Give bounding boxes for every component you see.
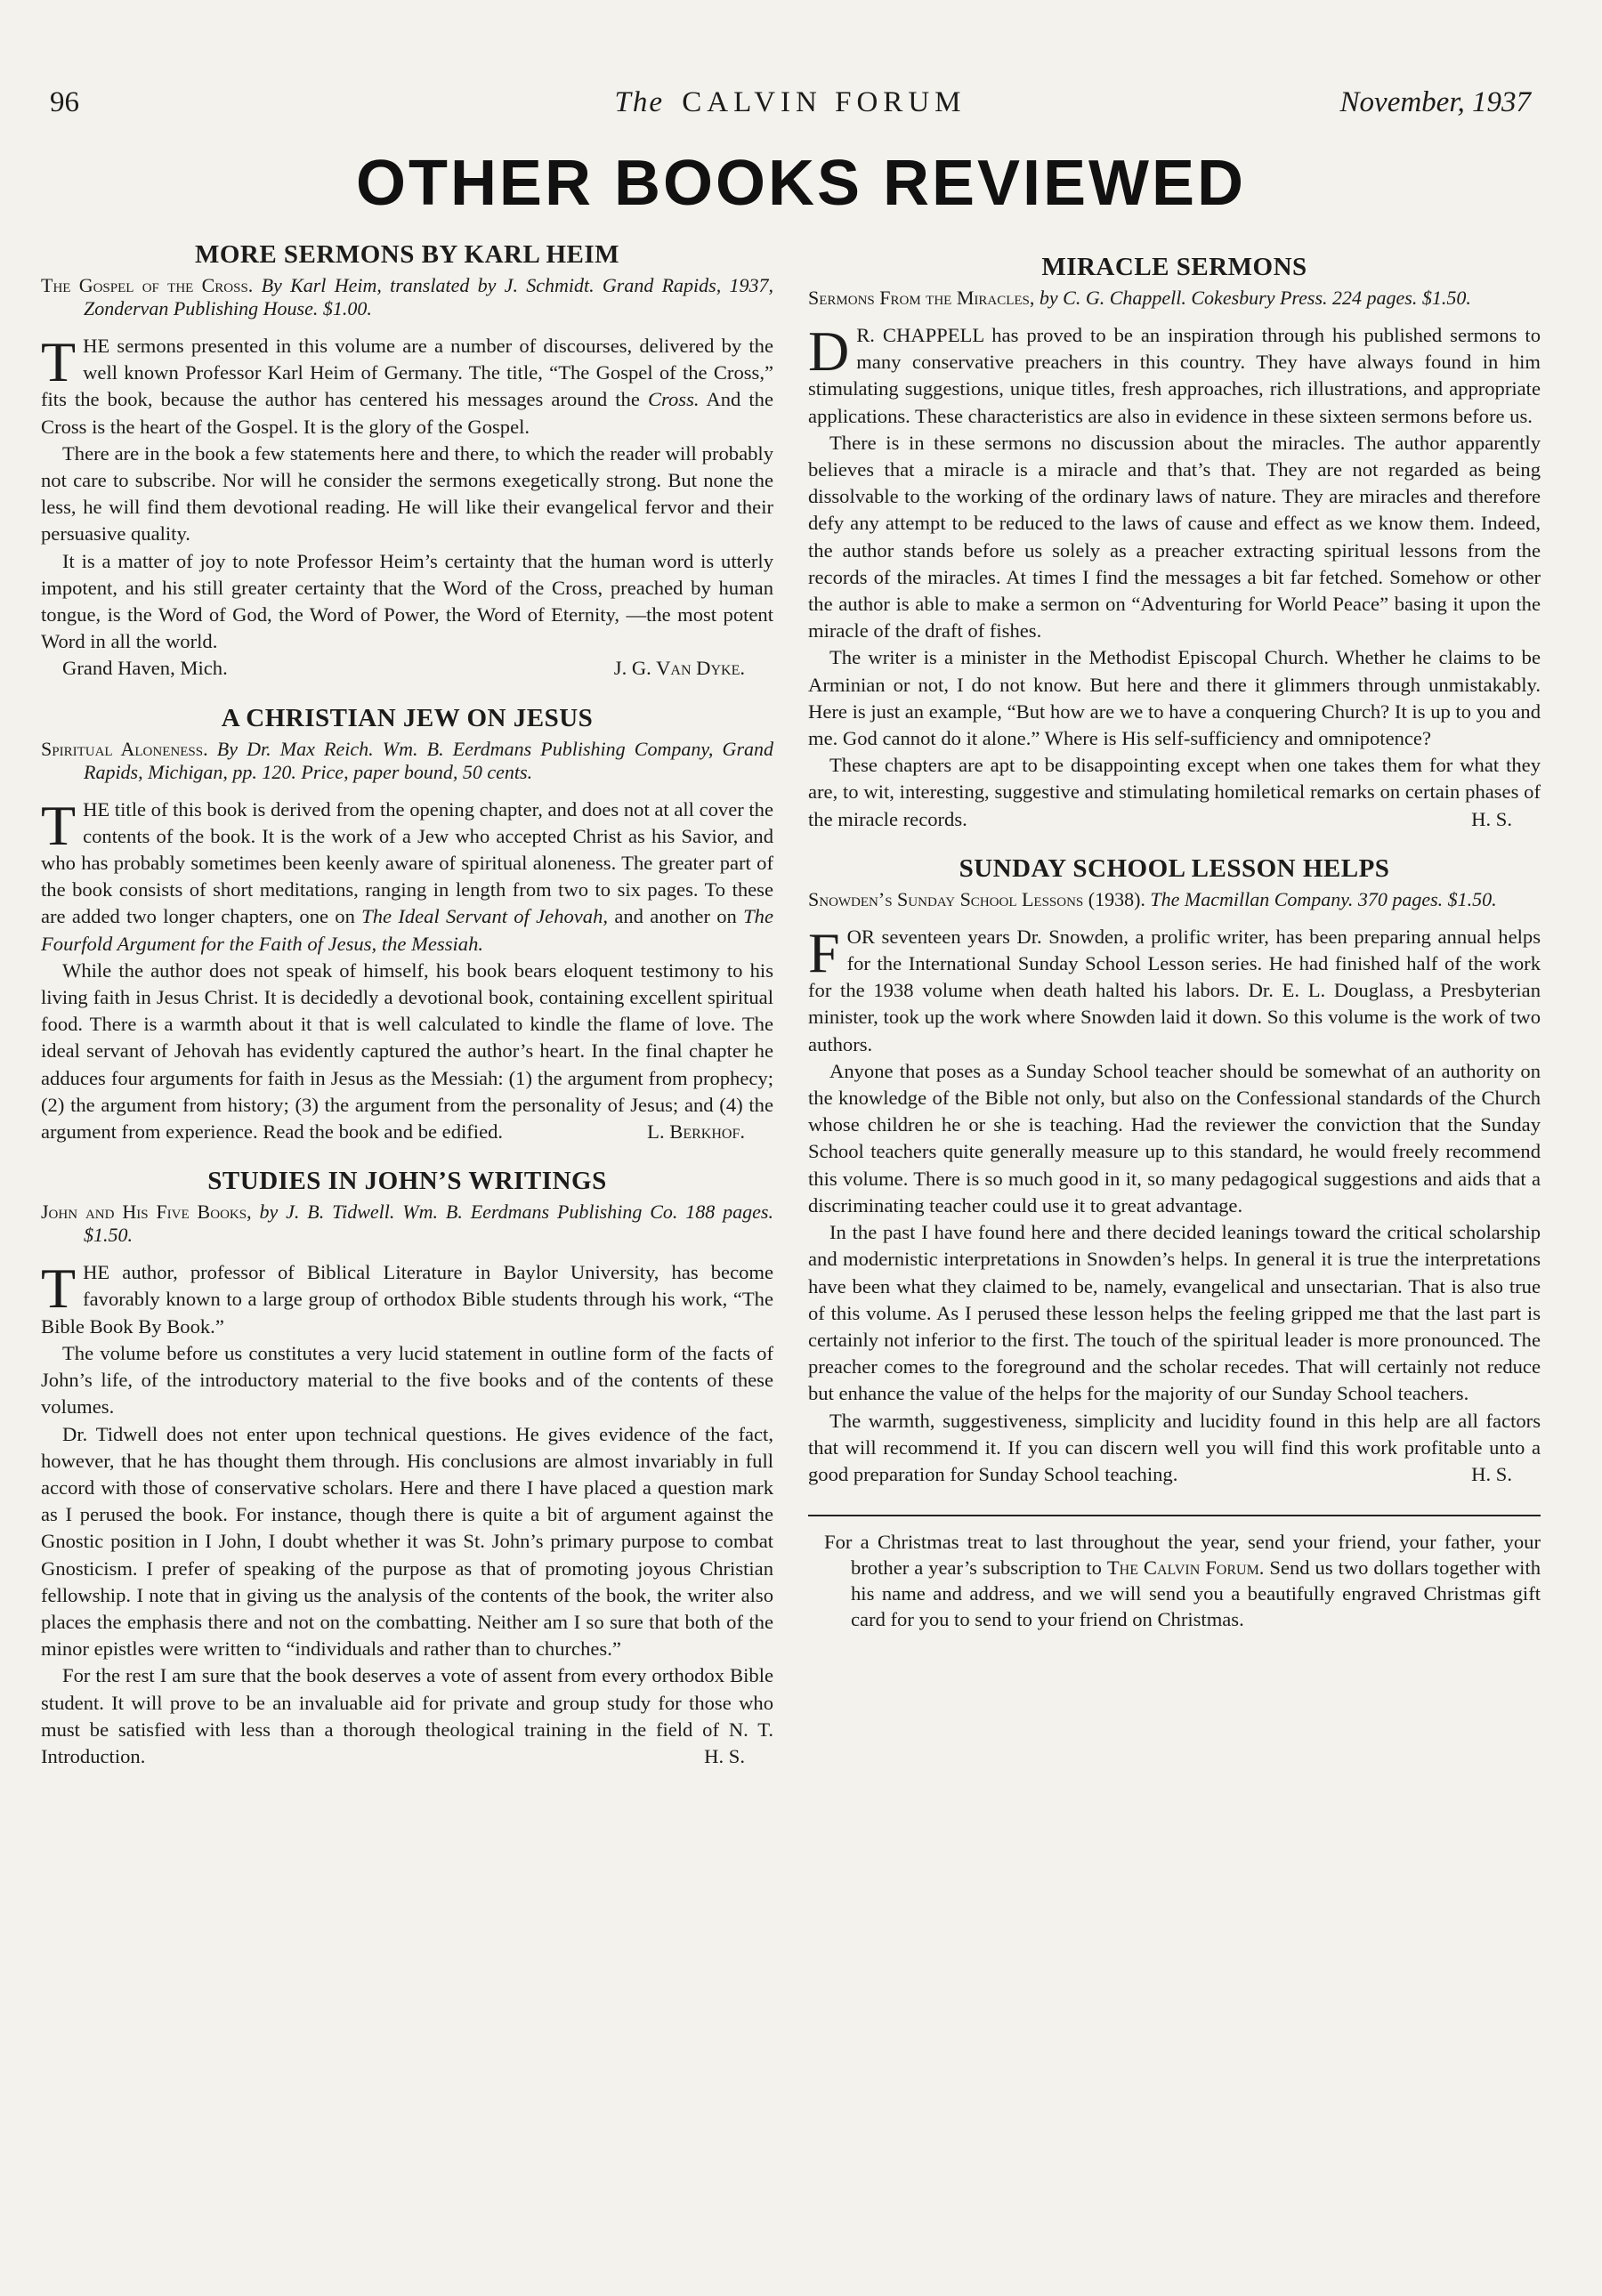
review-heading: MIRACLE SERMONS — [1041, 253, 1307, 281]
review-tidwell — [41, 1165, 773, 1770]
drop-cap: T — [41, 1257, 77, 1321]
review-heading: MORE SERMONS BY KARL HEIM — [194, 240, 620, 269]
review-heading: STUDIES IN JOHN’S WRITINGS — [207, 1167, 607, 1196]
subscription-notice: For a Christmas treat to last throughout the year, send your friend, your father, your brother a year’s subscription to The Calvin Forum. Send us two dollars together with his name and address, and we will send you a beautifully engraved Christmas gift card for you to send to your friend on Christmas. — [824, 1531, 1541, 1631]
review-paragraph: There is in these sermons no discussion about the miracles. The author apparently believes that a miracle is a miracle and that’s that. They are not regarded as being dissolvable to the working of the ordinary laws of nature. They are miracles and therefore defy any attempt to be reduced to the laws of cause and effect as we know them. Indeed, the author stands before us solely as a preacher extracting spiritual lessons from the records of the miracles. At times I find the messages a bit far fetched. Somehow or other the author is able to make a sermon on “Adventuring for World Peace” basing it upon the miracle of the draft of fishes. — [808, 431, 1541, 643]
drop-cap: D — [808, 319, 850, 383]
review-paragraph: Anyone that poses as a Sunday School teacher should be somewhat of an authority on the knowledge of the Bible not only, but also on the Confessional standards of the Church whose children he or she is teaching. Had the reviewer the conviction that the Sunday School teachers quite generally measure up to this standard, he would freely recommend this volume. There is so much good in it, so many pedagogical suggestions and aids that a discriminating teacher could use it to great advantage. — [808, 1059, 1541, 1217]
book-citation: Snowden’s Sunday School Lessons (1938). The Macmillan Company. 370 pages. $1.50. — [808, 887, 1497, 910]
review-paragraph: There are in the book a few statements here and there, to which the reader will probably not care to subscribe. Nor will he consider the sermons exegetically strong. But none the less, he will find them devotional reading. He will like their evangelical fervor and their persuasive quality. — [41, 441, 773, 546]
review-paragraph: Dr. Tidwell does not enter upon technical questions. He gives evidence of the fact, however, that he has thought them through. His conclusions are almost invariably in full accord with those of conservative scholars. Here and there I have placed a question mark as I perused the book. For instance, though there is quite a bit of argument against the Gnostic position in I John, I doubt whether it was St. John’s primary purpose to combat Gnosticism. I prefer of speaking of the purpose as that of promoting joyous Christian fellowship. I note that in giving us the analysis of the contents of the book, the writer also places the emphasis there and not on the combatting. Neither am I so sure that both of the minor epistles were written to “individuals and rather than to churches.” — [41, 1422, 773, 1661]
book-citation: Sermons From the Miracles, by C. G. Chappell. Cokesbury Press. 224 pages. $1.50. — [808, 287, 1471, 309]
review-paragraph: D R. CHAPPELL has proved to be an inspiration through his published sermons to many conservative preachers in this country. They have always found in him stimulating suggestions, unique titles, fresh approaches, rich illustrations, and appropriate applications. These characteristics are also in evidence in these sixteen sermons before us. — [808, 319, 1541, 427]
review-snowden — [808, 853, 1541, 1488]
right-column — [808, 238, 1541, 1632]
page-number: 96 — [50, 86, 79, 118]
page-title: OTHER BOOKS REVIEWED — [355, 148, 1247, 219]
review-heading: A CHRISTIAN JEW ON JESUS — [221, 703, 594, 732]
review-paragraph: In the past I have found here and there decided leanings toward the critical scholarship and modernistic interpretations in Snowden’s helps. In general it is true the interpretations have been what they claimed to be, namely, evangelical and unsectarian. That is also true of this volume. As I perused these lesson helps the feeling gripped me that the last part is certainly not inferior to the first. The touch of the spiritual leader is more pronounced. The preacher comes to the foreground and the scholar recedes. That will certainly not reduce but enhance the value of the helps for the majority of our Sunday School teachers. — [808, 1221, 1541, 1405]
reviewer-signature: H. S. — [1471, 807, 1512, 830]
divider — [808, 1515, 1541, 1516]
review-reich — [41, 702, 773, 1146]
issue-date: November, 1937 — [1339, 86, 1531, 118]
drop-cap: F — [808, 920, 840, 984]
review-heading: SUNDAY SCHOOL LESSON HELPS — [959, 853, 1390, 883]
review-paragraph: While the author does not speak of himself, his book bears eloquent testimony to his living faith in Jesus Christ. It is decidedly a devotional book, containing excellent spiritual food. There is a warmth about it that is well calculated to kindle the flame of love. The ideal servant of Jehovah has evidently captured the author’s heart. In the final chapter he adduces four arguments for faith in Jesus as the Messiah: (1) the argument from prophecy; (2) the argument from history; (3) the argument from the personality of Jesus; and (4) the argument from experience. Read the book and be edified. L. Berkhof. — [41, 958, 773, 1145]
reviewer-place: Grand Haven, Mich. — [62, 657, 228, 680]
review-signature-line — [41, 655, 773, 682]
reviewer-signature: L. Berkhof. — [647, 1120, 745, 1144]
review-paragraph: The writer is a minister in the Methodist Episcopal Church. Whether he claims to be Arminian or not, I do not know. But here and there it glimmers through unmistakably. Here is just an example, “But how are we to have a conquering Church? It is up to you and me. God cannot do it alone.” Where is His self-sufficiency and omnipotence? — [808, 646, 1541, 750]
review-paragraph: For the rest I am sure that the book deserves a vote of assent from every orthodox Bible student. It will prove to be an invaluable aid for private and group study for those who must be satisfied with less than a thorough theological training in the field of N. T. Introduction. H. S. — [41, 1662, 773, 1770]
review-paragraph: FOR seventeen years Dr. Snowden, a prolific writer, has been preparing annual helps for the International Sunday School Lesson series. He had finished half of the work for the 1938 volume when death halted his labors. Dr. E. L. Douglass, a Presbyterian minister, took up the work where Snowden laid it down. So this volume is the work of two authors. — [808, 920, 1541, 1055]
review-paragraph: These chapters are apt to be disappointing except when one takes them for what they are, to wit, interesting, suggestive and stimulating homiletical remarks on certain phases of the miracle records. H. S. — [808, 752, 1541, 833]
review-paragraph: THE sermons presented in this volume are a number of discourses, delivered by the well known Professor Karl Heim of Germany. The title, “The Gospel of the Cross,” fits the book, because the author has centered his messages around the Cross. And the Cross is the heart of the Gospel. It is the glory of the Gospel. — [41, 330, 773, 438]
review-paragraph: THE author, professor of Biblical Literature in Baylor University, has become favorably known to a large group of orthodox Bible students through his work, “The Bible Book By Book.” — [41, 1257, 773, 1338]
review-paragraph: The warmth, suggestiveness, simplicity and lucidity found in this help are all factors that will recommend it. If you can discern well you will find this work profitable unto a good preparation for Sunday School teaching. H. S. — [808, 1408, 1541, 1489]
review-paragraph: THE title of this book is derived from the opening chapter, and does not at all cover the contents of the book. It is the work of a Jew who accepted Christ as his Savior, and who has probably sometimes been keenly aware of spiritual aloneness. The greater part of the book consists of short meditations, ranging in length from two to six pages. To these are added two longer chapters, one on The Ideal Servant of Jehovah, and another on The Fourfold Argument for the Faith of Jesus, the Messiah. — [41, 793, 773, 955]
review-paragraph: The volume before us constitutes a very lucid statement in outline form of the facts of John’s life, of the introductory material to the five books and of the contents of these volumes. — [41, 1341, 773, 1419]
drop-cap: T — [41, 330, 77, 393]
running-header — [50, 80, 1531, 125]
reviewer-signature: J. G. Van Dyke. — [613, 657, 745, 680]
review-heim — [41, 238, 773, 683]
book-citation: Spiritual Aloneness. By Dr. Max Reich. Wm. B. Eerdmans Publishing Company, Grand Rapids, Michigan, pp. 120. Price, paper bound, 50 cents. — [41, 737, 774, 783]
book-citation: John and His Five Books, by J. B. Tidwell. Wm. B. Eerdmans Publishing Co. 188 pages. $1.50. — [41, 1201, 773, 1247]
magazine-name: The CALVIN FORUM — [614, 86, 967, 118]
review-paragraph: It is a matter of joy to note Professor Heim’s certainty that the human word is utterly impotent, and his still greater certainty that the Word of the Cross, preached by human tongue, is the Word of God, the Word of Power, the Word of Eternity, —the most potent Word in all the world. — [41, 549, 773, 653]
left-column — [41, 238, 773, 1790]
reviewer-signature: H. S. — [704, 1744, 745, 1767]
drop-cap: T — [41, 793, 77, 857]
reviewer-signature: H. S. — [1471, 1462, 1512, 1485]
review-chappell — [808, 251, 1541, 833]
book-citation: The Gospel of the Cross. By Karl Heim, translated by J. Schmidt. Grand Rapids, 1937, Zondervan Publishing House. $1.00. — [41, 274, 773, 319]
